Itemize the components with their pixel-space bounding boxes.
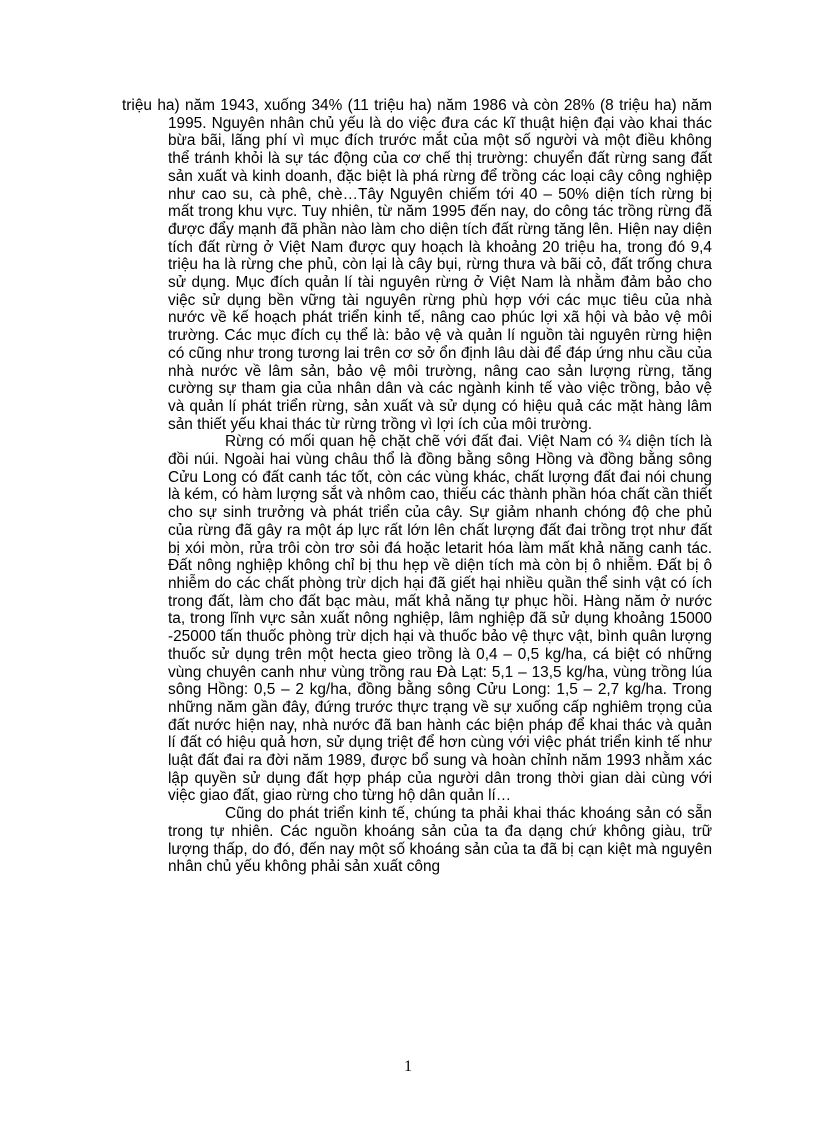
paragraph-forest-decline: triệu ha) năm 1943, xuống 34% (11 triệu ha) năm 1986 và còn 28% (8 triệu ha) năm 1995. Nguyên nhân chủ yếu là do việc đưa các kĩ thuật hiện đại vào khai thác bừa bãi, lãng phí vì mục đích trước mắt của một số người và một điều không thể tránh khỏi là sự tác động của cơ chế thị trường: chuyển đất rừng sang đất sản xuất và kinh doanh, đặc biệt là phá rừng để trồng các loại cây công nghiệp như cao su, cà phê, chè…Tây Nguyên chiếm tới 40 – 50% diện tích rừng bị mất trong khu vực. Tuy nhiên, từ năm 1995 đến nay, do công tác trồng rừng đã được đẩy mạnh đã phần nào làm cho diện tích đất rừng tăng lên. Hiện nay diện tích đất rừng ở Việt Nam được quy hoạch là khoảng 20 triệu ha, trong đó 9,4 triệu ha là rừng che phủ, còn lại là cây bụi, rừng thưa và bãi cỏ, đất trống chưa sử dụng. Mục đích quản lí tài nguyên rừng ở Việt Nam là nhằm đảm bảo cho việc sử dụng bền vững tài nguyên rừng phù hợp với các mục tiêu của nhà nước về kế hoạch phát triển kinh tế, nâng cao phúc lợi xã hội và bảo vệ môi trường. Các mục đích cụ thể là: bảo vệ và quản lí nguồn tài nguyên rừng hiện có cũng như trong tương lai trên cơ sở ổn định lâu dài để đáp ứng nhu cầu của nhà nước về lâm sản, bảo vệ môi trường, nâng cao sản lượng rừng, tăng cường sự tham gia của nhân dân và các ngành kinh tế vào việc trồng, bảo vệ và quản lí phát triển rừng, sản xuất và sử dụng có hiệu quả các mặt hàng lâm sản thiết yếu khai thác từ rừng trồng vì lợi ích của môi trường. — [122, 97, 712, 433]
paragraph-land-degradation: Rừng có mối quan hệ chặt chẽ với đất đai. Việt Nam có ¾ diện tích là đồi núi. Ngoài hai vùng châu thổ là đồng bằng sông Hồng và đồng bằng sông Cửu Long có đất canh tác tốt, còn các vùng khác, chất lượng đất đai nói chung là kém, có hàm lượng sắt và nhôm cao, thiếu các thành phần hóa chất cần thiết cho sự sinh trưởng và phát triển của cây. Sự giảm nhanh chóng độ che phủ của rừng đã gây ra một áp lực rất lớn lên chất lượng đất đai trồng trọt như đất bị xói mòn, rửa trôi còn trơ sỏi đá hoặc letarit hóa làm mất khả năng canh tác. Đất nông nghiệp không chỉ bị thu hẹp về diện tích mà còn bị ô nhiễm. Đất bị ô nhiễm do các chất phòng trừ dịch hại đã giết hại nhiều quần thể sinh vật có ích trong đất, làm cho đất bạc màu, mất khả năng tự phục hồi. Hàng năm ở nước ta, trong lĩnh vực sản xuất nông nghiệp, lâm nghiệp đã sử dụng khoảng 15000 -25000 tấn thuốc phòng trừ dịch hại và thuốc bảo vệ thực vật, bình quân lượng thuốc sử dụng trên một hecta gieo trồng là 0,4 – 0,5 kg/ha, cá biệt có những vùng chuyên canh như vùng trồng rau Đà Lạt: 5,1 – 13,5 kg/ha, vùng trồng lúa sông Hồng: 0,5 – 2 kg/ha, đồng bằng sông Cửu Long: 1,5 – 2,7 kg/ha. Trong những năm gần đây, đứng trước thực trạng về sự xuống cấp nghiêm trọng của đất nước hiện nay, nhà nước đã ban hành các biện pháp để khai thác và quản lí đất có hiệu quả hơn, sử dụng triệt để hơn cùng với việc phát triển kinh tế như luật đất đai ra đời năm 1989, được bổ sung và hoàn chỉnh năm 1993 nhằm xác lập quyền sử dụng đất hợp pháp của người dân trong thời gian dài cùng với việc giao đất, giao rừng cho từng hộ dân quản lí… — [168, 433, 713, 805]
paragraph-mineral-resources: Cũng do phát triển kinh tế, chúng ta phải khai thác khoáng sản có sẵn trong tự nhiên. Các nguồn khoáng sản của ta đa dạng chứ không giàu, trữ lượng thấp, do đó, đến nay một số khoáng sản của ta đã bị cạn kiệt mà nguyên nhân chủ yếu không phải sản xuất công — [168, 805, 712, 876]
body-text — [122, 97, 713, 876]
page-number: 1 — [404, 1058, 412, 1075]
